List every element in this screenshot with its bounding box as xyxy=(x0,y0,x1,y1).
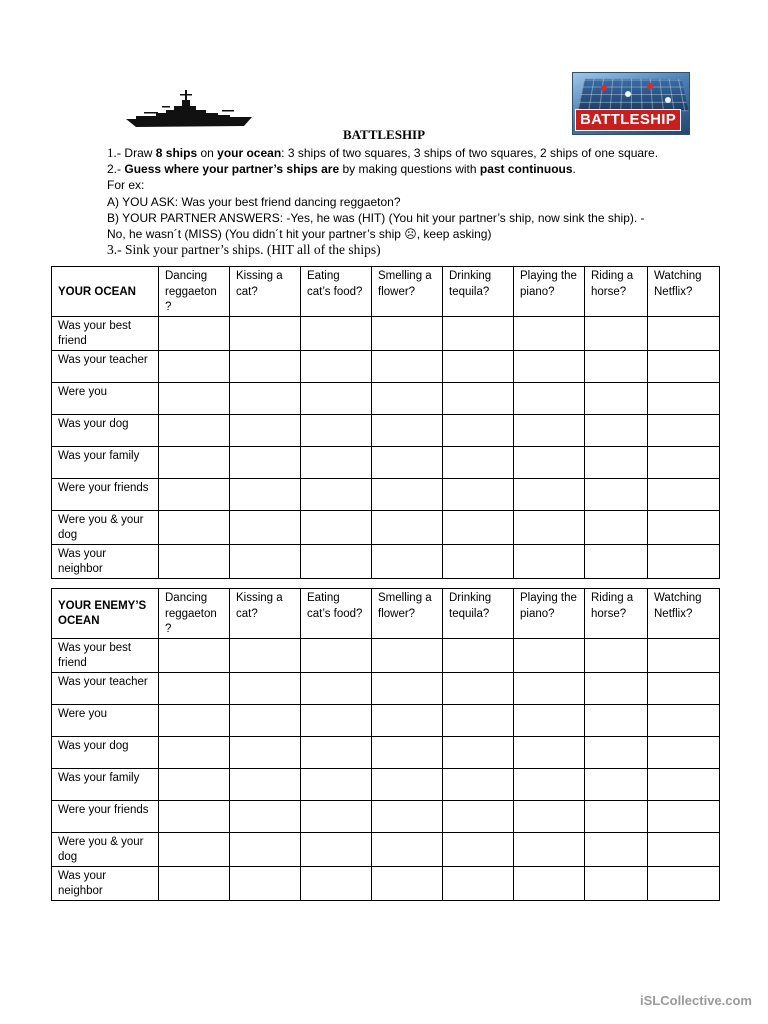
instruction-step-3: 3.- Sink your partner’s ships. (HIT all of the ships) xyxy=(107,242,381,257)
grid-cell[interactable] xyxy=(301,316,372,350)
battleship-game-logo xyxy=(572,72,690,135)
grid-cell[interactable] xyxy=(301,768,372,800)
grid-cell[interactable] xyxy=(648,446,720,478)
grid-cell[interactable] xyxy=(372,544,443,578)
header-row xyxy=(52,267,720,317)
grid-cell[interactable] xyxy=(301,800,372,832)
grid-cell[interactable] xyxy=(301,510,372,544)
grid-cell[interactable] xyxy=(301,866,372,900)
grid-cell[interactable] xyxy=(648,478,720,510)
grid-cell[interactable] xyxy=(301,350,372,382)
column-header: Watching Netflix? xyxy=(648,589,720,639)
grid-cell[interactable] xyxy=(585,316,648,350)
grid-cell[interactable] xyxy=(301,446,372,478)
grid-cell[interactable] xyxy=(230,446,301,478)
grid-cell[interactable] xyxy=(159,736,230,768)
grid-cell[interactable] xyxy=(443,866,514,900)
grid-cell[interactable] xyxy=(443,768,514,800)
your-ocean-grid xyxy=(51,266,720,579)
grid-cell[interactable] xyxy=(514,350,585,382)
grid-cell[interactable] xyxy=(159,350,230,382)
grid-cell[interactable] xyxy=(443,800,514,832)
grid-cell[interactable] xyxy=(159,672,230,704)
grid-cell[interactable] xyxy=(514,736,585,768)
grid-cell[interactable] xyxy=(648,736,720,768)
table-row xyxy=(52,638,720,672)
grid-cell[interactable] xyxy=(514,800,585,832)
table-row xyxy=(52,510,720,544)
row-header: Was your dog xyxy=(52,414,159,446)
grid-cell[interactable] xyxy=(230,832,301,866)
grid-cell[interactable] xyxy=(648,382,720,414)
grid-cell[interactable] xyxy=(648,544,720,578)
row-header: Was your dog xyxy=(52,736,159,768)
hit-peg-icon xyxy=(647,83,653,89)
column-header: Playing the piano? xyxy=(514,267,585,317)
table-row xyxy=(52,866,720,900)
column-header: Eating cat’s food? xyxy=(301,589,372,639)
grid-cell[interactable] xyxy=(230,866,301,900)
table-row xyxy=(52,316,720,350)
grid-cell[interactable] xyxy=(443,478,514,510)
grid-cell[interactable] xyxy=(230,478,301,510)
column-header: Drinking tequila? xyxy=(443,267,514,317)
grid-cell[interactable] xyxy=(372,510,443,544)
grid-cell[interactable] xyxy=(648,510,720,544)
row-header: Were your friends xyxy=(52,478,159,510)
table-row xyxy=(52,446,720,478)
grid-cell[interactable] xyxy=(443,446,514,478)
grid-cell[interactable] xyxy=(514,638,585,672)
grid-cell[interactable] xyxy=(514,478,585,510)
table-row xyxy=(52,672,720,704)
row-header: Were you xyxy=(52,382,159,414)
logo-wordmark: BATTLESHIP xyxy=(575,109,681,131)
miss-peg-icon xyxy=(625,91,631,97)
grid-cell[interactable] xyxy=(159,446,230,478)
grid-cell[interactable] xyxy=(443,510,514,544)
grid-cell[interactable] xyxy=(230,382,301,414)
grid-cell[interactable] xyxy=(372,316,443,350)
grid-cell[interactable] xyxy=(585,832,648,866)
table-row xyxy=(52,478,720,510)
table-row xyxy=(52,800,720,832)
grid-cell[interactable] xyxy=(230,768,301,800)
grid-cell[interactable] xyxy=(443,316,514,350)
grid-cell[interactable] xyxy=(514,672,585,704)
grid-cell[interactable] xyxy=(372,414,443,446)
grid-cell[interactable] xyxy=(585,672,648,704)
grid-cell[interactable] xyxy=(159,316,230,350)
grid-cell[interactable] xyxy=(372,866,443,900)
grid-cell[interactable] xyxy=(514,382,585,414)
ocean-label: YOUR OCEAN xyxy=(52,267,159,317)
column-header: Kissing a cat? xyxy=(230,589,301,639)
watermark: iSLCollective.com xyxy=(640,993,752,1008)
grid-cell[interactable] xyxy=(372,350,443,382)
table-row xyxy=(52,350,720,382)
grid-cell[interactable] xyxy=(230,350,301,382)
grid-cell[interactable] xyxy=(301,414,372,446)
grid-cell[interactable] xyxy=(230,800,301,832)
row-header: Were you & your dog xyxy=(52,510,159,544)
table-row xyxy=(52,704,720,736)
grid-cell[interactable] xyxy=(514,704,585,736)
grid-cell[interactable] xyxy=(230,736,301,768)
grid-cell[interactable] xyxy=(648,414,720,446)
column-header: Riding a horse? xyxy=(585,267,648,317)
grid-cell[interactable] xyxy=(301,704,372,736)
enemy-ocean-grid xyxy=(51,588,720,901)
grid-cell[interactable] xyxy=(443,382,514,414)
header-row xyxy=(52,589,720,639)
grid-cell[interactable] xyxy=(514,866,585,900)
instruction-step-2: 2.- Guess where your partner’s ships are by making questions with past continuous. xyxy=(107,162,576,176)
grid-cell[interactable] xyxy=(301,832,372,866)
grid-cell[interactable] xyxy=(372,800,443,832)
grid-cell[interactable] xyxy=(372,382,443,414)
grid-cell[interactable] xyxy=(514,510,585,544)
table-row xyxy=(52,832,720,866)
example-question: A) YOU ASK: Was your best friend dancing reggaeton? xyxy=(107,195,401,209)
instruction-step-1: 1.- Draw 8 ships on your ocean: 3 ships of two squares, 3 ships of two squares, 2 ships of one square. xyxy=(107,145,659,160)
grid-cell[interactable] xyxy=(372,672,443,704)
grid-cell[interactable] xyxy=(159,768,230,800)
table-row xyxy=(52,414,720,446)
row-header: Was your teacher xyxy=(52,350,159,382)
grid-cell[interactable] xyxy=(230,672,301,704)
grid-cell[interactable] xyxy=(514,414,585,446)
table-row xyxy=(52,768,720,800)
grid-cell[interactable] xyxy=(372,736,443,768)
row-header: Was your teacher xyxy=(52,672,159,704)
grid-cell[interactable] xyxy=(585,544,648,578)
grid-cell[interactable] xyxy=(585,478,648,510)
grid-cell[interactable] xyxy=(514,316,585,350)
grid-cell[interactable] xyxy=(648,768,720,800)
grid-cell[interactable] xyxy=(585,866,648,900)
grid-cell[interactable] xyxy=(514,768,585,800)
row-header: Was your best friend xyxy=(52,638,159,672)
column-header: Riding a horse? xyxy=(585,589,648,639)
example-answer-yes: B) YOUR PARTNER ANSWERS: -Yes, he was (HIT) (You hit your partner’s ship, now sink the ship). - xyxy=(107,211,645,225)
grid-cell[interactable] xyxy=(443,704,514,736)
grid-cell[interactable] xyxy=(159,638,230,672)
row-header: Were you xyxy=(52,704,159,736)
grid-cell[interactable] xyxy=(372,704,443,736)
grid-cell[interactable] xyxy=(514,544,585,578)
grid-cell[interactable] xyxy=(230,316,301,350)
grid-cell[interactable] xyxy=(159,704,230,736)
row-header: Was your neighbor xyxy=(52,866,159,900)
grid-cell[interactable] xyxy=(301,478,372,510)
row-header: Was your neighbor xyxy=(52,544,159,578)
grid-cell[interactable] xyxy=(648,638,720,672)
grid-cell[interactable] xyxy=(443,832,514,866)
grid-cell[interactable] xyxy=(372,832,443,866)
grid-cell[interactable] xyxy=(585,350,648,382)
grid-cell[interactable] xyxy=(301,736,372,768)
grid-cell[interactable] xyxy=(514,832,585,866)
grid-cell[interactable] xyxy=(159,832,230,866)
grid-cell[interactable] xyxy=(443,638,514,672)
ocean-label: YOUR ENEMY’S OCEAN xyxy=(52,589,159,639)
grid-cell[interactable] xyxy=(648,832,720,866)
grid-cell[interactable] xyxy=(648,704,720,736)
grid-cell[interactable] xyxy=(443,350,514,382)
grid-cell[interactable] xyxy=(648,866,720,900)
row-header: Were your friends xyxy=(52,800,159,832)
grid-cell[interactable] xyxy=(443,414,514,446)
grid-cell[interactable] xyxy=(301,638,372,672)
grid-cell[interactable] xyxy=(585,736,648,768)
grid-cell[interactable] xyxy=(443,672,514,704)
grid-cell[interactable] xyxy=(159,800,230,832)
grid-cell[interactable] xyxy=(585,638,648,672)
grid-cell[interactable] xyxy=(159,382,230,414)
page-title: BATTLESHIP xyxy=(342,127,426,142)
grid-cell[interactable] xyxy=(230,638,301,672)
row-header: Was your best friend xyxy=(52,316,159,350)
row-header: Was your family xyxy=(52,768,159,800)
grid-cell[interactable] xyxy=(230,704,301,736)
grid-cell[interactable] xyxy=(159,414,230,446)
table-row xyxy=(52,544,720,578)
grid-cell[interactable] xyxy=(585,446,648,478)
grid-cell[interactable] xyxy=(301,544,372,578)
column-header: Playing the piano? xyxy=(514,589,585,639)
grid-cell[interactable] xyxy=(372,446,443,478)
grid-cell[interactable] xyxy=(585,704,648,736)
grid-cell[interactable] xyxy=(301,382,372,414)
column-header: Dancing reggaeton ? xyxy=(159,589,230,639)
grid-cell[interactable] xyxy=(443,736,514,768)
example-answer-no: No, he wasn´t (MISS) (You didn´t hit your partner’s ship ☹, keep asking) xyxy=(107,227,492,241)
grid-cell[interactable] xyxy=(585,414,648,446)
column-header: Eating cat’s food? xyxy=(301,267,372,317)
grid-cell[interactable] xyxy=(372,478,443,510)
grid-cell[interactable] xyxy=(230,414,301,446)
column-header: Smelling a flower? xyxy=(372,267,443,317)
grid-cell[interactable] xyxy=(159,510,230,544)
grid-cell[interactable] xyxy=(230,510,301,544)
row-header: Were you & your dog xyxy=(52,832,159,866)
row-header: Was your family xyxy=(52,446,159,478)
grid-cell[interactable] xyxy=(230,544,301,578)
grid-cell[interactable] xyxy=(648,800,720,832)
grid-cell[interactable] xyxy=(159,544,230,578)
grid-cell[interactable] xyxy=(514,446,585,478)
grid-cell[interactable] xyxy=(159,478,230,510)
grid-cell[interactable] xyxy=(648,316,720,350)
grid-cell[interactable] xyxy=(301,672,372,704)
table-row xyxy=(52,736,720,768)
column-header: Kissing a cat? xyxy=(230,267,301,317)
table-row xyxy=(52,382,720,414)
example-label: For ex: xyxy=(107,178,145,192)
game-board-graphic xyxy=(577,79,688,111)
column-header: Watching Netflix? xyxy=(648,267,720,317)
column-header: Dancing reggaeton ? xyxy=(159,267,230,317)
column-header: Smelling a flower? xyxy=(372,589,443,639)
hit-peg-icon xyxy=(601,85,607,91)
miss-peg-icon xyxy=(665,97,671,103)
grid-cell[interactable] xyxy=(372,638,443,672)
grid-cell[interactable] xyxy=(648,350,720,382)
grid-cell[interactable] xyxy=(585,768,648,800)
grid-cell[interactable] xyxy=(648,672,720,704)
grid-cell[interactable] xyxy=(159,866,230,900)
column-header: Drinking tequila? xyxy=(443,589,514,639)
grid-cell[interactable] xyxy=(585,510,648,544)
grid-cell[interactable] xyxy=(585,382,648,414)
grid-cell[interactable] xyxy=(443,544,514,578)
battleship-silhouette-icon xyxy=(126,86,252,132)
grid-cell[interactable] xyxy=(585,800,648,832)
grid-cell[interactable] xyxy=(372,768,443,800)
